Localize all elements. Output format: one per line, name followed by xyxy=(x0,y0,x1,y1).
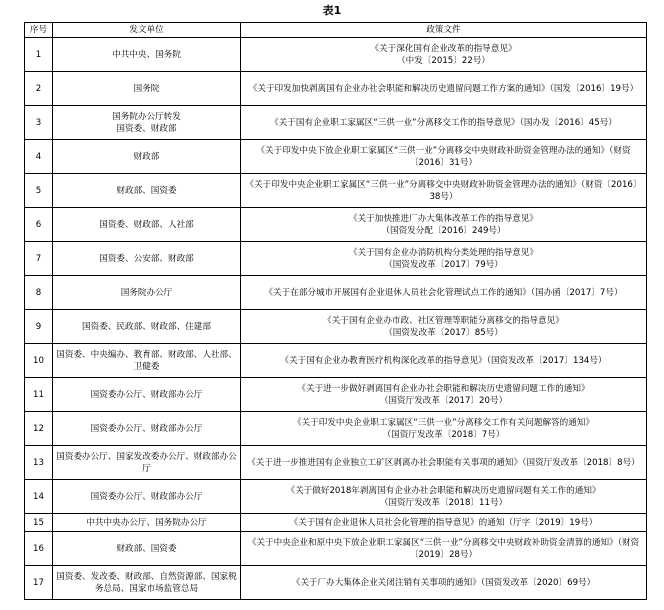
row-number: 3 xyxy=(25,106,53,140)
issuing-unit: 国务院办公厅转发 国资委、财政部 xyxy=(53,106,241,140)
policy-document: 《关于国有企业办消防机构分类处理的指导意见》 （国资发改革〔2017〕79号） xyxy=(241,242,647,276)
table-row xyxy=(25,412,647,446)
row-number: 10 xyxy=(25,344,53,378)
table-row xyxy=(25,106,647,140)
table-row xyxy=(25,566,647,600)
issuing-unit: 国资委、中央编办、教育部、财政部、人社部、卫健委 xyxy=(53,344,241,378)
row-number: 17 xyxy=(25,566,53,600)
policy-document: 《关于印发中央企业职工家属区“三供一业”分离移交中央财政补助资金管理办法的通知》（财资〔2016〕38号） xyxy=(241,174,647,208)
row-number: 7 xyxy=(25,242,53,276)
issuing-unit: 国资委、发改委、财政部、自然资源部、国家税务总局、国家市场监管总局 xyxy=(53,566,241,600)
row-number: 6 xyxy=(25,208,53,242)
policy-document: 《关于进一步推进国有企业独立工矿区剥离办社会职能有关事项的通知》（国资厅发改革〔2018〕8号） xyxy=(241,446,647,480)
row-number: 8 xyxy=(25,276,53,310)
table-row xyxy=(25,532,647,566)
table-caption: 表1 xyxy=(322,4,342,17)
policy-document: 《关于深化国有企业改革的指导意见》 （中发〔2015〕22号） xyxy=(241,38,647,72)
header-doc: 政策文件 xyxy=(241,23,647,38)
table-row xyxy=(25,378,647,412)
table-row xyxy=(25,174,647,208)
row-number: 15 xyxy=(25,514,53,532)
table-row xyxy=(25,208,647,242)
table-row xyxy=(25,242,647,276)
issuing-unit: 国资委办公厅、财政部办公厅 xyxy=(53,412,241,446)
row-number: 11 xyxy=(25,378,53,412)
policy-document: 《关于印发中央下放企业职工家属区“三供一业”分离移交中央财政补助资金管理办法的通知》（财资〔2016〕31号） xyxy=(241,140,647,174)
policy-document: 《关于国有企业办教育医疗机构深化改革的指导意见》（国资发改革〔2017〕134号） xyxy=(241,344,647,378)
table-row xyxy=(25,38,647,72)
issuing-unit: 国资委、公安部、财政部 xyxy=(53,242,241,276)
table-row xyxy=(25,446,647,480)
issuing-unit: 财政部、国资委 xyxy=(53,532,241,566)
issuing-unit: 国资委办公厅、财政部办公厅 xyxy=(53,378,241,412)
table-row xyxy=(25,480,647,514)
row-number: 14 xyxy=(25,480,53,514)
table-body xyxy=(25,38,647,600)
issuing-unit: 中共中央办公厅、国务院办公厅 xyxy=(53,514,241,532)
table-row xyxy=(25,140,647,174)
table-row xyxy=(25,310,647,344)
policy-document: 《关于在部分城市开展国有企业退休人员社会化管理试点工作的通知》（国办函〔2017〕7号） xyxy=(241,276,647,310)
table-row xyxy=(25,514,647,532)
issuing-unit: 中共中央、国务院 xyxy=(53,38,241,72)
row-number: 13 xyxy=(25,446,53,480)
row-number: 4 xyxy=(25,140,53,174)
issuing-unit: 国资委办公厅、国家发改委办公厅、财政部办公厅 xyxy=(53,446,241,480)
policy-document: 《关于做好2018年剥离国有企业办社会职能和解决历史遗留问题有关工作的通知》 （国资厅发改革〔2018〕11号） xyxy=(241,480,647,514)
policy-document: 《关于国有企业职工家属区“三供一业”分离移交工作的指导意见》（国办发〔2016〕45号） xyxy=(241,106,647,140)
header-num: 序号 xyxy=(25,23,53,38)
issuing-unit: 国资委、民政部、财政部、住建部 xyxy=(53,310,241,344)
policy-document: 《关于加快推进厂办大集体改革工作的指导意见》 （国资发分配〔2016〕249号） xyxy=(241,208,647,242)
policy-table xyxy=(24,22,647,600)
policy-document: 《关于印发中央企业职工家属区“三供一业”分离移交工作有关问题解答的通知》 （国资厅发改革〔2018〕7号） xyxy=(241,412,647,446)
row-number: 9 xyxy=(25,310,53,344)
issuing-unit: 财政部 xyxy=(53,140,241,174)
row-number: 5 xyxy=(25,174,53,208)
policy-document: 《关于印发加快剥离国有企业办社会职能和解决历史遗留问题工作方案的通知》（国发〔2016〕19号） xyxy=(241,72,647,106)
row-number: 12 xyxy=(25,412,53,446)
table-header-row xyxy=(25,23,647,38)
policy-document: 《关于厂办大集体企业关闭注销有关事项的通知》（国资发改革〔2020〕69号） xyxy=(241,566,647,600)
issuing-unit: 国务院办公厅 xyxy=(53,276,241,310)
issuing-unit: 国资委办公厅、财政部办公厅 xyxy=(53,480,241,514)
table-row xyxy=(25,344,647,378)
row-number: 16 xyxy=(25,532,53,566)
row-number: 2 xyxy=(25,72,53,106)
table-row xyxy=(25,276,647,310)
header-unit: 发文单位 xyxy=(53,23,241,38)
policy-document: 《关于国有企业办市政、社区管理等职能分离移交的指导意见》 （国资发改革〔2017〕85号） xyxy=(241,310,647,344)
policy-document: 《关于国有企业退休人员社会化管理的指导意见》的通知（厅字〔2019〕19号） xyxy=(241,514,647,532)
issuing-unit: 国务院 xyxy=(53,72,241,106)
policy-document: 《关于中央企业和原中央下放企业职工家属区“三供一业”分离移交中央财政补助资金清算的通知》（财资〔2019〕28号） xyxy=(241,532,647,566)
table-row xyxy=(25,72,647,106)
issuing-unit: 国资委、财政部、人社部 xyxy=(53,208,241,242)
row-number: 1 xyxy=(25,38,53,72)
policy-document: 《关于进一步做好剥离国有企业办社会职能和解决历史遗留问题工作的通知》 （国资厅发改革〔2017〕20号） xyxy=(241,378,647,412)
issuing-unit: 财政部、国资委 xyxy=(53,174,241,208)
